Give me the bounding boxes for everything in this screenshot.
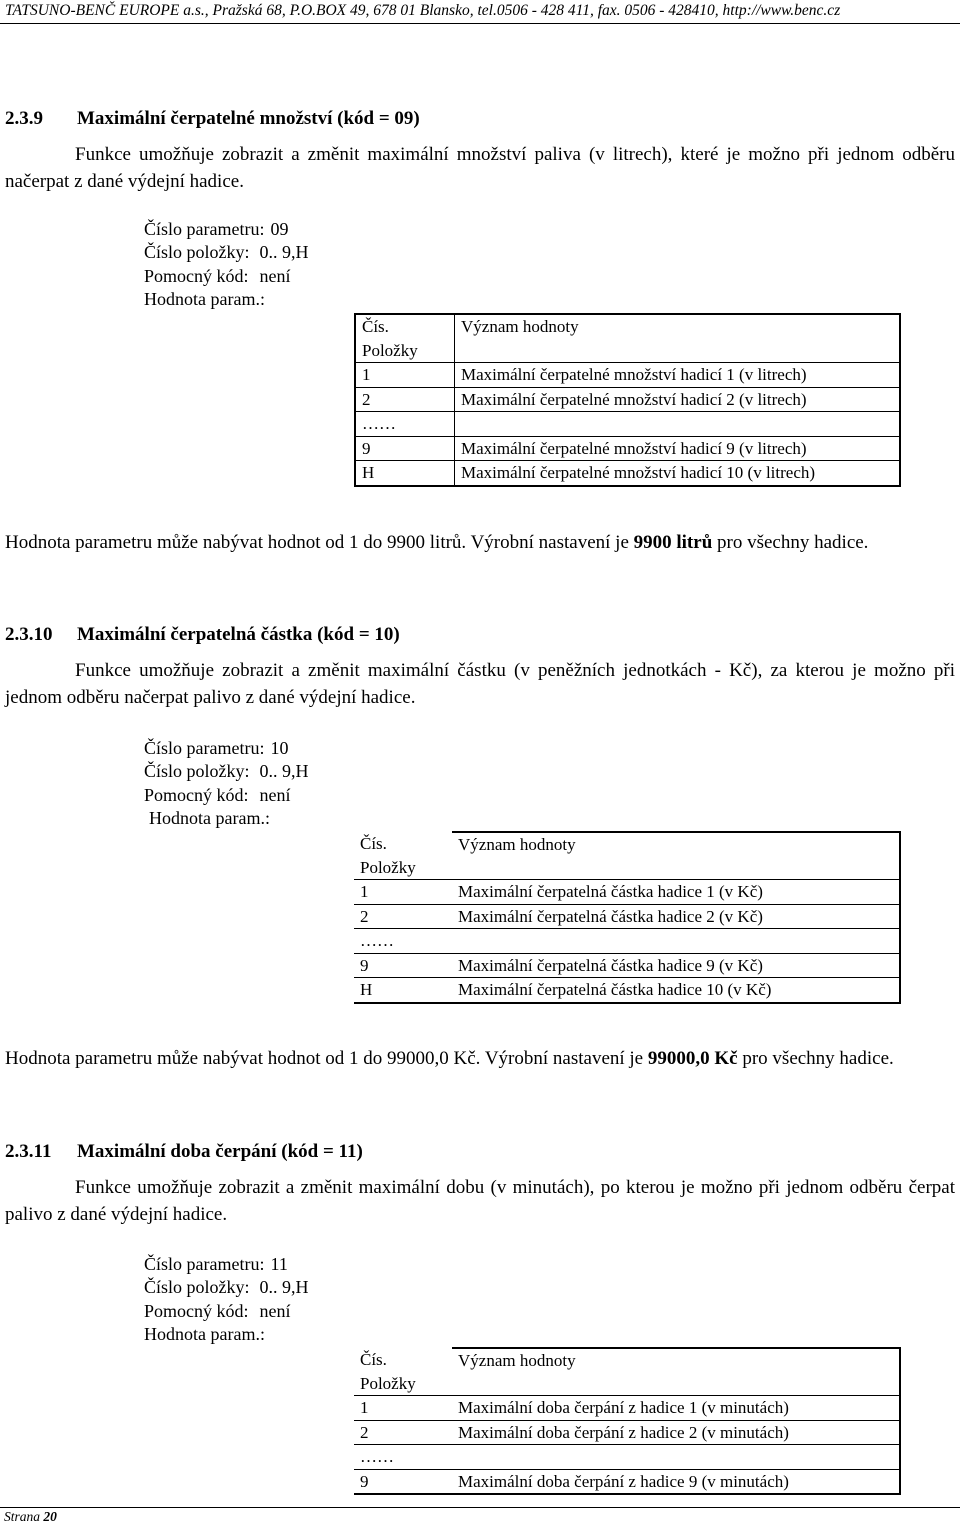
- param-block-239: [144, 218, 309, 311]
- aux-code-value: není: [259, 1300, 291, 1321]
- table-row: 9 Maximální čerpatelné množství hadicí 9 (v litrech): [355, 436, 900, 461]
- section-heading-239: [5, 108, 420, 130]
- table-row: 1 Maximální doba čerpání z hadice 1 (v minutách): [354, 1396, 900, 1421]
- param-block-2311: [144, 1253, 309, 1346]
- footer-divider: [0, 1507, 960, 1508]
- param-value-label: Hodnota param.:: [149, 807, 270, 828]
- intro-line: při jednom odběru načerpat z dané výdejní hadice.: [5, 144, 956, 192]
- table-row: 1 Maximální čerpatelné množství hadicí 1 (v litrech): [355, 363, 900, 388]
- aux-code-label: Pomocný kód:: [144, 784, 249, 805]
- table-header-meaning: Význam hodnoty: [455, 314, 901, 363]
- table-row: 9 Maximální čerpatelná částka hadice 9 (v Kč): [354, 953, 900, 978]
- table-row: 1 Maximální čerpatelná částka hadice 1 (v Kč): [354, 880, 900, 905]
- section-number: 2.3.9: [5, 108, 43, 129]
- header-divider: [0, 23, 960, 24]
- factory-default-value: 9900 litrů: [633, 532, 713, 553]
- section-title: Maximální doba čerpání (kód = 11): [77, 1141, 363, 1162]
- values-table-2311: [354, 1347, 901, 1495]
- table-row: ……: [354, 1445, 900, 1470]
- intro-line: kterou je možno při jednom odběru načerpat palivo z dané výdejní hadice.: [5, 660, 956, 708]
- aux-code-label: Pomocný kód:: [144, 265, 249, 286]
- item-number-value: 0.. 9,H: [259, 242, 309, 263]
- table-row: ……: [355, 412, 900, 437]
- section-number: 2.3.11: [5, 1141, 52, 1162]
- aux-code-value: není: [259, 265, 291, 286]
- param-value-label: Hodnota param.:: [144, 288, 265, 309]
- page-number: Strana 20: [4, 1509, 57, 1524]
- param-number-value: 09: [270, 219, 289, 239]
- param-number-label: Číslo parametru:: [144, 1254, 265, 1274]
- item-number-value: 0.. 9,H: [259, 761, 309, 782]
- table-header-meaning: Význam hodnoty: [452, 832, 900, 880]
- intro-line: jednom odběru čerpat palivo z dané výdejní hadice.: [5, 1177, 955, 1225]
- factory-default-value: 99000,0 Kč: [647, 1048, 738, 1069]
- intro-line: Funkce umožňuje zobrazit a změnit maximální množství paliva (v litrech), které je možno: [75, 144, 800, 165]
- table-row: 2 Maximální čerpatelná částka hadice 2 (v Kč): [354, 904, 900, 929]
- table-row: 2 Maximální doba čerpání z hadice 2 (v minutách): [354, 1420, 900, 1445]
- item-number-label: Číslo položky:: [144, 761, 250, 782]
- table-row: 9 Maximální doba čerpání z hadice 9 (v minutách): [360, 1471, 789, 1491]
- section-title: Maximální čerpatelná částka (kód = 10): [77, 624, 400, 645]
- section-heading-2311: [5, 1141, 363, 1163]
- section-intro-239: [5, 141, 955, 195]
- intro-line: Funkce umožňuje zobrazit a změnit maximální částku (v peněžních jednotkách - Kč), za: [75, 660, 788, 681]
- section-intro-2311: [5, 1174, 955, 1228]
- table-header-row: [354, 832, 900, 880]
- param-number-value: 10: [270, 738, 289, 758]
- page-header: TATSUNO-BENČ EUROPE a.s., Pražská 68, P.O.BOX 49, 678 01 Blansko, tel.0506 - 428 411, fax. 0506 - 428410, http://www.benc.cz: [5, 2, 841, 19]
- table-row: H Maximální čerpatelné množství hadicí 10 (v litrech): [355, 461, 900, 486]
- table-row: 2 Maximální čerpatelné množství hadicí 2 (v litrech): [355, 387, 900, 412]
- section-intro-2310: [5, 657, 955, 711]
- intro-line: Funkce umožňuje zobrazit a změnit maximální dobu (v minutách), po kterou je možno při: [75, 1177, 780, 1198]
- section-number: 2.3.10: [5, 624, 53, 645]
- param-block-2310: [144, 737, 309, 830]
- item-number-label: Číslo položky:: [144, 242, 250, 263]
- table-row: ……: [354, 929, 900, 954]
- aux-code-label: Pomocný kód:: [144, 1300, 249, 1321]
- param-value-label: Hodnota param.:: [144, 1323, 265, 1344]
- section-note-239: Hodnota parametru může nabývat hodnot od 1 do 9900 litrů. Výrobní nastavení je 9900 litrů pro všechny hadice.: [5, 532, 869, 553]
- section-note-2310: Hodnota parametru může nabývat hodnot od 1 do 99000,0 Kč. Výrobní nastavení je 99000,0 Kč pro všechny hadice.: [5, 1048, 894, 1069]
- values-table-2310: [354, 831, 901, 1004]
- param-number-label: Číslo parametru:: [144, 738, 265, 758]
- table-header-row: [354, 1348, 900, 1396]
- item-number-label: Číslo položky:: [144, 1277, 250, 1298]
- table-header-item: Čís. Položky: [355, 314, 455, 363]
- values-table-239: [354, 313, 901, 487]
- table-header-item: Čís. Položky: [354, 832, 452, 880]
- section-title: Maximální čerpatelné množství (kód = 09): [77, 108, 420, 129]
- table-header-item: Čís. Položky: [354, 1348, 452, 1396]
- item-number-value: 0.. 9,H: [259, 1277, 309, 1298]
- table-row: H Maximální čerpatelná částka hadice 10 (v Kč): [360, 980, 772, 999]
- table-header-meaning: Význam hodnoty: [452, 1348, 900, 1396]
- section-heading-2310: [5, 624, 400, 646]
- aux-code-value: není: [259, 784, 291, 805]
- param-number-label: Číslo parametru:: [144, 219, 265, 239]
- param-number-value: 11: [270, 1254, 288, 1274]
- table-header-row: [355, 314, 900, 363]
